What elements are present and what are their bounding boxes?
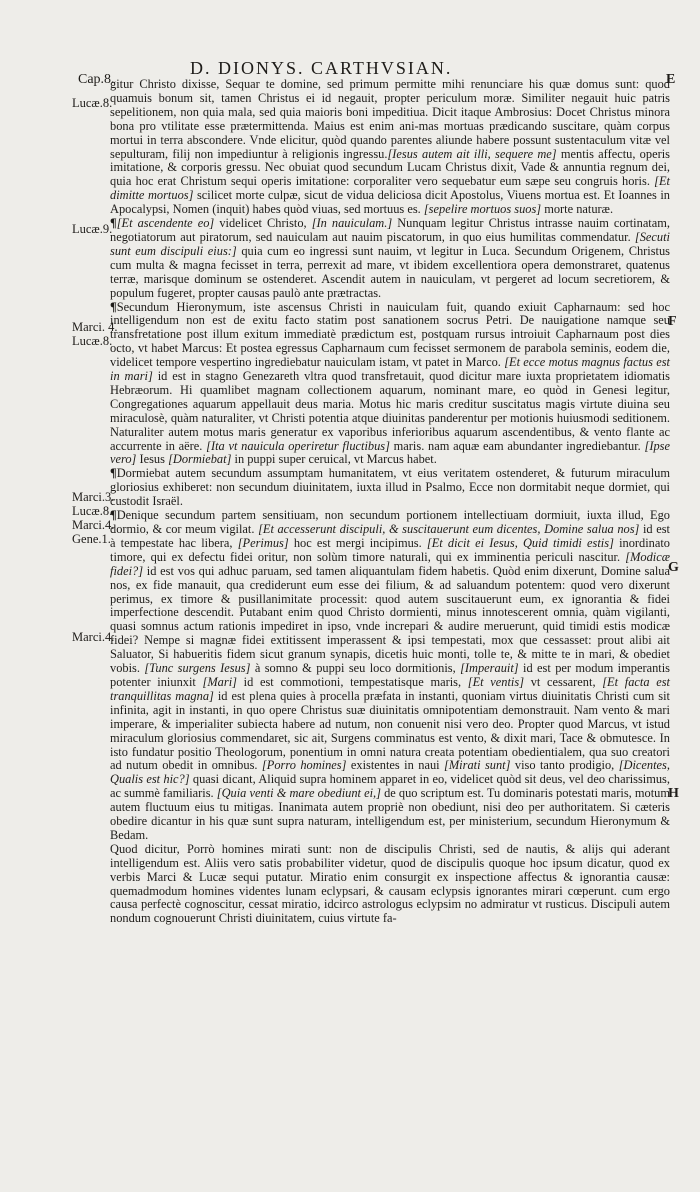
chapter-label: Cap.8. <box>78 72 115 87</box>
pilcrow-icon: ¶ <box>110 466 117 481</box>
paragraph: ¶Denique secundum partem sensitiuam, non secundum portionem intellectiuam dormiuit, iuxta illud, Ego dormio, & cor meum vigilat. [Et accesserunt discipuli, & suscitauerunt eum dicentes, Domine salua nos] id est à tempestate hac libera, [Perimus] hoc est mergi incipimus. [Et dicit ei Iesus, Quid timidi estis] inordinato timore, qui ex defectu fidei oritur, non solùm timore naturali, qui ex imminentia periculi nascitur. [Modicæ fidei?] id est vos qui adhuc paruam, sed tamen aliquantulam fidem habetis. Quòd enim dixerunt, Domine salua nos, ex fide manauit, qua crediderunt eum esse dei filium, & ad saluandum potentem: quod vero dixerunt perimus, ex timore & pusillanimitate processit: quod autem suscitauerunt eum, ex ignorantia & fidei imperfectione descendit. Putabant enim quod Christo dormienti, minus innotescerent omnia, quàm vigilanti, quasi somnus actum rationis impediret in ipso, vnde increpari & audire meruerunt, quid timidi estis modicæ fidei? Nempe si magnæ fidei extitissent imperassent & ipsi tempestati, mox que cessasset: prout alibi ait Saluator, Si habueritis fidem sicut granum synapis, dicetis huic monti, tolle te, & mitte te in mari, & obediet vobis. [Tunc surgens Iesus] à somno & puppi seu loco dormitionis, [Imperauit] id est per modum imperantis potenter iniunxit [Mari] id est commotioni, tempestatisque maris, [Et ventis] vt cessarent, [Et facta est tranquillitas magna] id est plena quies à procella præfata in instanti, quoniam virtus diuinitatis Christi cum sit infinita, agit in instanti, in quo opere Christus suæ diuinitatis omnipotentiam demonstrauit. Nam vento & mari imperare, & imperialiter subiecta habere ad nutum, non conuenit nisi vero deo. Propter quod Marcus, vt istud miraculum gloriosius commendaret, sic ait, Surgens comminatus est vento, & dixit mari, Tace & obmutesce. In isto fundatur positio Theologorum, ponentium in omni natura creata potentiam obedientialem, qua suo creatori ad nutum obedit in omnibus. [Porro homines] existentes in naui [Mirati sunt] viso tanto prodigio, [Dicentes, Qualis est hic?] quasi dicant, Aliquid supra hominem apparet in eo, videlicet quòd sit deus, vel deo charissimus, ac summè familiaris. [Quia venti & mare obediunt ei,] de quo scriptum est. Tu dominaris potestati maris, motum autem fluctuum eius tu mitigas. Inanimata autem propriè non obediunt, nisi deo per authoritatem. Si cæteris obedire dicantur in his quæ sunt supra naturam, intelligendum est, per ministerium, secundum Hieronymum & Bedam. <box>110 508 671 842</box>
pilcrow-icon: ¶ <box>110 508 117 523</box>
margin-reference: Marci.4. <box>72 518 115 532</box>
margin-reference: Marci.4. <box>72 630 115 644</box>
margin-reference: Lucæ.8. <box>72 504 113 518</box>
margin-reference: Marci.3. <box>72 490 115 504</box>
margin-reference: Marci. 4. <box>72 320 118 334</box>
paragraph: ¶[Et ascendente eo] videlicet Christo, [In nauiculam.] Nunquam legitur Christus intrasse nauim cortinatam, negotiatorum aut piratorum, sed nauiculam aut nauim piscatorum, in quo eius humilitas commendatur. [Secuti sunt eum discipuli eius:] quia cum eo ingressi sunt nauim, vt legitur in Luca. Secundum Origenem, Christus cum multa & magna fecisset in terra, perrexit ad mare, vt ibidem excellentiora opera demonstraret, quatenus terræ, marisque dominum se ostenderet. Ascendit autem in nauiculam, vt pergeret ad locum secretiorem, & populum fugeret, propter causas paulò ante prætractas. <box>110 216 670 300</box>
margin-reference: Lucæ.9. <box>72 222 113 236</box>
paragraph: ¶Dormiebat autem secundum assumptam humanitatem, vt eius veritatem ostenderet, & futurum miraculum gloriosius exhiberet: non secundum diuinitatem, iuxta illud in Psalmo, Ecce non dormitabit neque dormiet, qui custodit Israël. <box>110 466 670 509</box>
commentary-text <box>110 78 670 926</box>
paragraph: Quod dicitur, Porrò homines mirati sunt: non de discipulis Christi, sed de nautis, & alijs qui aderant intelligendum est. Aliis vero satis probabiliter videtur, quod de discipulis quoque hoc ipsum dicatur, quod ex verbis Marci & Lucæ sequi putatur. Miratio enim consurgit ex inspectione affectus & ignorantia causæ: quemadmodum homines videntes lunam eclypsari, & causam eclypsis ignorantes mirari cœperunt. cum ergo causa perfectè cognoscitur, cessat miratio, idcirco astrologus eclypsim no admiratur vt rusticus. Discipuli autem nondum cognouerunt Christi diuinitatem, cuius virtute fa- <box>110 841 670 926</box>
section-letter-e: E <box>666 72 676 87</box>
paragraph: gitur Christo dixisse, Sequar te domine, sed primum permitte mihi renunciare his quæ domus sunt: quod quamuis bonum sit, tamen Christus ei id negauit, propter periculum moræ. Similiter negauit huic patris sepelitionem, non quia mala, sed quia maioris boni impeditiua. Dicit itaque Ambrosius: Docet Christus minora bona pro vtilitate esse prætermittenda. Maius est enim ani-mas mortuas prædicando suscitare, quàm corpus mortui in terra abscondere. Vnde elicitur, quòd quando parentes aliunde habere possunt sustentaculum vitæ vel sepulturam, filij non impediuntur à religionis ingressu.[Iesus autem ait illi, sequere me] mentis affectu, operis imitatione, & corporis gressu. Nec obuiat quod secundum Lucam Christus dixit, Vade & annuntia regnum dei, quia hoc erat Christum sequi operis imitatione: corporaliter vero sequebatur eum sæpe seu congruis horis. [Et dimitte mortuos] scilicet morte culpæ, sicut de vidua deliciosa dicit Apostolus, Viuens mortua est. Et Ioannes in Apocalypsi, Nomen (inquit) habes quòd viuas, sed mortuus es. [sepelire mortuos suos] morte naturæ. <box>110 77 670 217</box>
running-head <box>0 52 700 87</box>
section-letter-g: G <box>668 560 679 575</box>
section-letter-f: F <box>668 314 677 329</box>
margin-reference: Gene.1. <box>72 532 111 546</box>
margin-reference: Lucæ.8. <box>72 96 113 110</box>
margin-reference: Lucæ.8. <box>72 334 113 348</box>
page-title: D. DIONYS. CARTHVSIAN. <box>190 58 453 78</box>
paragraph: ¶Secundum Hieronymum, iste ascensus Christi in nauiculam fuit, quando exiuit Capharnaum: sed hoc intelligendum non est de exitu facto statim post sanationem socrus Petri. De nauigatione namque seu transfretatione post illum exitum immediatè prædictum est, postquam rursus introiuit Capharnaum post dies octo, vt habet Marcus: Et postea egressus Capharnaum cum fecisset sermonem de parabola seminis, eodem die, videlicet tempore vespertino ingrediebatur nauiculam istam, vt patet in Marco. [Et ecce motus magnus factus est in mari] id est in stagno Genezareth vltra quod transfretauit, quod dicitur mare iuxta proprietatem idiomatis Hebræorum. Hi quamlibet magnam collectionem aquarum, nominant mare, eo quòd in Genesi legitur, Congregationes aquarum appellauit deus maria. Motus hic maris creditur suscitatus magis virtute diuina seu miraculosè, quàm naturaliter, vt Christi potentia atque diuinitas panderentur per motionis huiusmodi seditionem. Naturaliter autem motus maris generatur ex vaporibus inferioribus aquarum ascendentibus, & vento flante ac accurrente in aëre. [Ita vt nauicula operiretur fluctibus] maris. nam aquæ eam abundanter ingrediebantur. [Ipse vero] Iesus [Dormiebat] in puppi super ceruical, vt Marcus habet. <box>110 299 670 467</box>
pilcrow-icon: ¶ <box>110 299 117 314</box>
pilcrow-icon: ¶ <box>110 216 117 231</box>
section-letter-h: H <box>668 786 679 801</box>
